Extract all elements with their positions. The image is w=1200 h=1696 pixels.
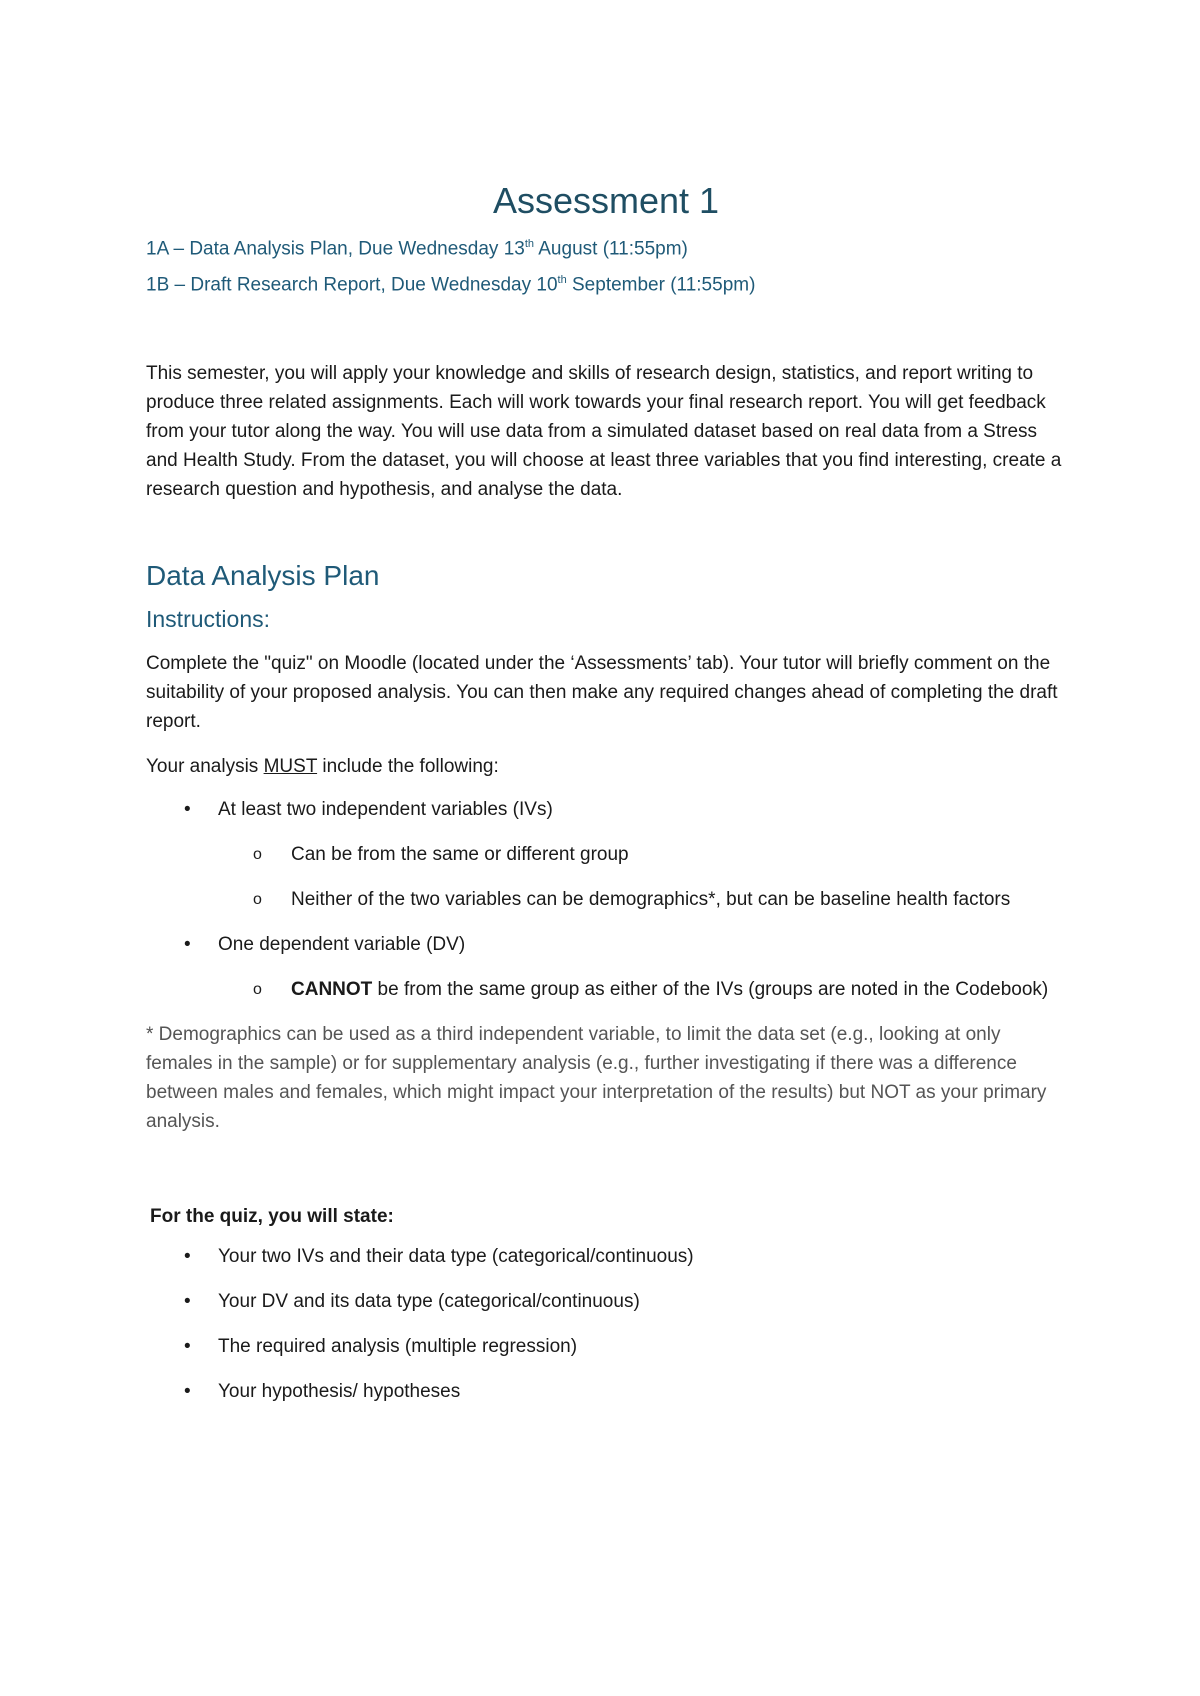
quiz-heading: For the quiz, you will state: [150,1205,394,1227]
list-item [146,795,1066,914]
req-iv-sub2: Neither of the two variables can be demographics*, but can be baseline health factors [291,888,1011,910]
list-item [146,1287,1066,1316]
sub-bullet-icon: o [253,980,262,998]
sub-bullet-icon: o [253,845,262,863]
bullet-icon: • [184,1335,191,1357]
quiz-item-2: Your DV and its data type (categorical/continuous) [218,1290,640,1312]
must-post: include the following: [317,755,499,777]
quiz-item-1: Your two IVs and their data type (categorical/continuous) [218,1245,694,1267]
sub-heading: Instructions: [146,605,270,632]
req-iv: At least two independent variables (IVs) [218,798,553,820]
req-dv-sub1-bold: CANNOT [291,978,373,1000]
page-title: Assessment 1 [492,180,720,221]
due-1b-sup: th [557,274,567,287]
due-date-1a [146,238,1066,260]
list-item [146,1377,1066,1406]
bullet-icon: • [184,1245,191,1267]
list-item [146,840,1066,869]
footnote: * Demographics can be used as a third independent variable, to limit the data set (e.g., looking at only females in the sample) or for supplementary analysis (e.g., further investigating if there was a difference between males and females, which might impact your interpretation of the results) but NOT as your primary analysis. [146,1023,1047,1132]
must-include-line [146,752,1066,781]
list-item [146,1242,1066,1271]
due-1a-text: 1A – Data Analysis Plan, Due Wednesday 13 [146,238,525,260]
req-iv-sub1: Can be from the same or different group [291,843,629,865]
bullet-icon: • [184,798,191,820]
due-date-1b [146,274,1066,296]
quiz-item-3: The required analysis (multiple regression) [218,1335,578,1357]
instructions-paragraph: Complete the "quiz" on Moodle (located under the ‘Assessments’ tab). Your tutor will briefly comment on the suitability of your proposed analysis. You can then make any required changes ahead of completing the draft report. [146,652,1058,732]
bullet-icon: • [184,933,191,955]
list-item [146,1332,1066,1361]
due-1b-text-end: September (11:55pm) [566,274,756,296]
dv-sub-list [146,975,1066,1004]
requirements-list [146,795,1066,1004]
bullet-icon: • [184,1290,191,1312]
due-1a-text-end: August (11:55pm) [534,238,688,260]
bullet-icon: • [184,1380,191,1402]
due-1b-text: 1B – Draft Research Report, Due Wednesday 10 [146,274,558,296]
quiz-list [146,1242,1066,1406]
intro-paragraph: This semester, you will apply your knowledge and skills of research design, statistics, and report writing to produce three related assignments. Each will work towards your final research report. You will get feedback from your tutor along the way. You will use data from a simulated dataset based on real data from a Stress and Health Study. From the dataset, you will choose at least three variables that you find interesting, create a research question and hypothesis, and analyse the data. [146,362,1062,500]
req-dv: One dependent variable (DV) [218,933,466,955]
must-pre: Your analysis [146,755,264,777]
quiz-item-4: Your hypothesis/ hypotheses [218,1380,461,1402]
iv-sub-list [146,840,1066,914]
list-item [146,885,1066,914]
list-item [146,975,1066,1004]
section-heading: Data Analysis Plan [146,559,380,591]
req-dv-sub1-rest: be from the same group as either of the IVs (groups are noted in the Codebook) [372,978,1049,1000]
document-page [146,180,1066,1422]
list-item [146,930,1066,1004]
sub-bullet-icon: o [253,890,262,908]
must-word: MUST [263,755,318,777]
due-1a-sup: th [524,238,535,250]
